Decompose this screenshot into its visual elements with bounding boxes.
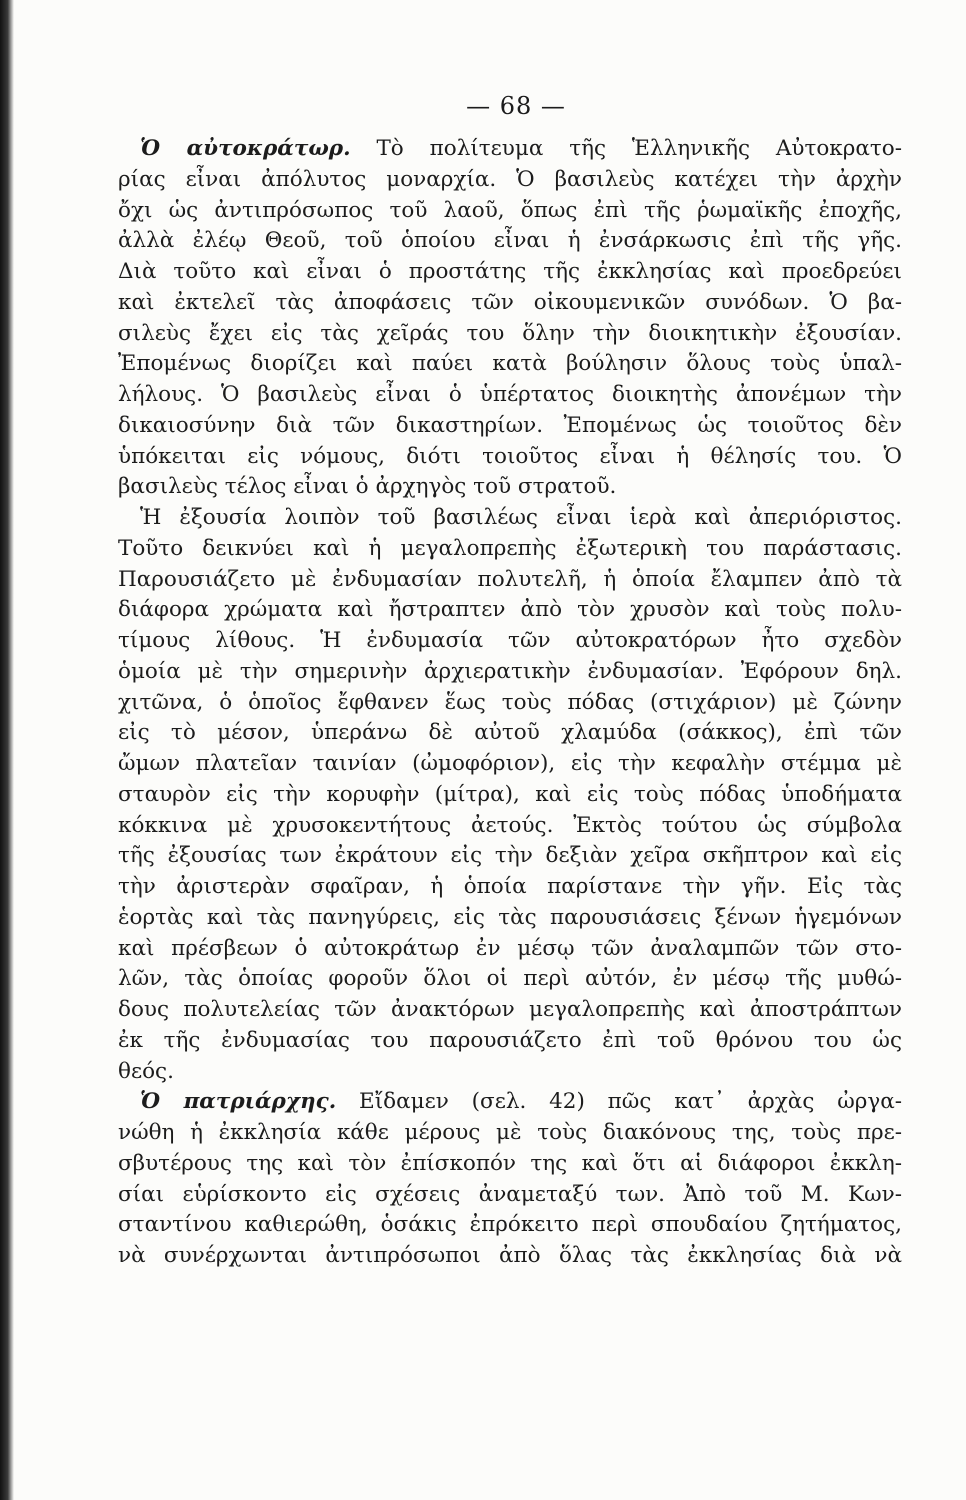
text-line: σταυρὸν εἰς τὴν κορυφὴν (μίτρα), καὶ εἰς τοὺς πόδας ὑποδήματα <box>118 781 902 807</box>
text-line: λῶν, τὰς ὁποίας φοροῦν ὅλοι οἱ περὶ αὐτόν, ἐν μέσῳ τῆς μυθώ- <box>118 966 902 992</box>
text-line: εἰς τὸ μέσον, ὑπεράνω δὲ αὐτοῦ χλαμύδα (σάκκος), ἐπὶ τῶν <box>118 720 902 746</box>
text-line: Παρουσιάζετο μὲ ἐνδυμασίαν πολυτελῆ, ἡ ὁποία ἔλαμπεν ἀπὸ τὰ <box>118 566 902 592</box>
text-line: ὁμοία μὲ τὴν σημερινὴν ἀρχιερατικὴν ἐνδυμασίαν. Ἐφόρουν δηλ. <box>118 658 902 684</box>
text-line: βασιλεὺς τέλος εἶναι ὁ ἀρχηγὸς τοῦ στρατοῦ. <box>118 474 617 500</box>
text-line: Ὁ πατριάρχης. Εἴδαμεν (σελ. 42) πῶς κατ᾽ ἀρχὰς ὠργα- <box>140 1089 902 1115</box>
text-line: θεός. <box>118 1058 174 1084</box>
body-text <box>118 134 902 1272</box>
text-line: νὰ συνέρχωνται ἀντιπρόσωποι ἀπὸ ὅλας τὰς ἐκκλησίας διὰ νὰ <box>118 1243 902 1268</box>
text-line: ἐκ τῆς ἐνδυμασίας του παρουσιάζετο ἐπὶ τοῦ θρόνου του ὡς <box>118 1027 902 1053</box>
text-line: σταντίνου καθιερώθη, ὁσάκις ἐπρόκειτο περὶ σπουδαίου ζητήματος, <box>118 1212 902 1238</box>
text-line: κόκκινα μὲ χρυσοκεντήτους ἀετούς. Ἐκτὸς τούτου ὡς σύμβολα <box>118 812 902 838</box>
text-line: ἀλλὰ ἐλέῳ Θεοῦ, τοῦ ὁποίου εἶναι ἡ ἐνσάρκωσις ἐπὶ τῆς γῆς. <box>118 228 902 254</box>
text-line: νώθη ἡ ἐκκλησία κάθε μέρους μὲ τοὺς διακόνους της, τοὺς πρε- <box>118 1120 902 1145</box>
text-line: καὶ πρέσβεων ὁ αὐτοκράτωρ ἐν μέσῳ τῶν ἀναλαμπῶν τῶν στο- <box>118 935 902 961</box>
text-line: ρίας εἶναι ἀπόλυτος μοναρχία. Ὁ βασιλεὺς κατέχει τὴν ἀρχὴν <box>118 166 902 192</box>
section-heading-emperor: Ὁ αὐτοκράτωρ. <box>140 136 351 161</box>
text-line: δικαιοσύνην διὰ τῶν δικαστηρίων. Ἐπομένως ὡς τοιοῦτος δὲν <box>118 412 902 438</box>
text-line: Ἐπομένως διορίζει καὶ παύει κατὰ βούλησιν ὅλους τοὺς ὑπαλ- <box>118 351 902 377</box>
text-line: χιτῶνα, ὁ ὁποῖος ἔφθανεν ἕως τοὺς πόδας (στιχάριον) μὲ ζώνην <box>118 689 902 715</box>
text-line: Διὰ τοῦτο καὶ εἶναι ὁ προστάτης τῆς ἐκκλησίας καὶ προεδρεύει <box>118 259 902 284</box>
text-line: Ὁ αὐτοκράτωρ. Τὸ πολίτευμα τῆς Ἑλληνικῆς Αὐτοκρατο- <box>140 136 902 161</box>
text-line: διάφορα χρώματα καὶ ἤστραπτεν ἀπὸ τὸν χρυσὸν καὶ τοὺς πολυ- <box>118 597 902 623</box>
text-line: λήλους. Ὁ βασιλεὺς εἶναι ὁ ὑπέρτατος διοικητὴς ἀπονέμων τὴν <box>118 382 902 407</box>
section-heading-patriarch: Ὁ πατριάρχης. <box>140 1089 337 1115</box>
text-line: σβυτέρους της καὶ τὸν ἐπίσκοπόν της καὶ ὅτι αἱ διάφοροι ἐκκλη- <box>118 1150 902 1176</box>
text-line: τὴν ἀριστερὰν σφαῖραν, ἡ ὁποία παρίστανε τὴν γῆν. Εἰς τὰς <box>118 874 902 899</box>
text-line: τῆς ἐξουσίας των ἐκράτουν εἰς τὴν δεξιὰν χεῖρα σκῆπτρον καὶ εἰς <box>118 843 902 869</box>
text-line: ὄχι ὡς ἀντιπρόσωπος τοῦ λαοῦ, ὅπως ἐπὶ τῆς ῥωμαϊκῆς ἐποχῆς, <box>118 197 902 223</box>
text-line: σίαι εὑρίσκοντο εἰς σχέσεις ἀναμεταξύ των. Ἀπὸ τοῦ Μ. Κων- <box>118 1181 902 1207</box>
page-number: — 68 — <box>466 92 566 120</box>
text-line: τίμους λίθους. Ἡ ἐνδυμασία τῶν αὐτοκρατόρων ἦτο σχεδὸν <box>118 628 902 653</box>
text-line: καὶ ἐκτελεῖ τὰς ἀποφάσεις τῶν οἰκουμενικῶν συνόδων. Ὁ βα- <box>118 289 902 315</box>
text-line: Ἡ ἐξουσία λοιπὸν τοῦ βασιλέως εἶναι ἱερὰ καὶ ἀπεριόριστος. <box>140 505 902 530</box>
text-line: σιλεὺς ἔχει εἰς τὰς χεῖράς του ὅλην τὴν διοικητικὴν ἐξουσίαν. <box>118 320 902 346</box>
text-line: δους πολυτελείας τῶν ἀνακτόρων μεγαλοπρεπὴς καὶ ἀποστράπτων <box>118 997 902 1022</box>
text-line: ὤμων πλατεῖαν ταινίαν (ὠμοφόριον), εἰς τὴν κεφαλὴν στέμμα μὲ <box>118 751 902 776</box>
text-line: Τοῦτο δεικνύει καὶ ἡ μεγαλοπρεπὴς ἐξωτερικὴ του παράστασις. <box>118 535 902 561</box>
text-line: ὑπόκειται εἰς νόμους, διότι τοιοῦτος εἶναι ἡ θέλησίς του. Ὁ <box>118 443 902 469</box>
text-line: ἑορτὰς καὶ τὰς πανηγύρεις, εἰς τὰς παρουσιάσεις ξένων ἡγεμόνων <box>118 904 902 930</box>
